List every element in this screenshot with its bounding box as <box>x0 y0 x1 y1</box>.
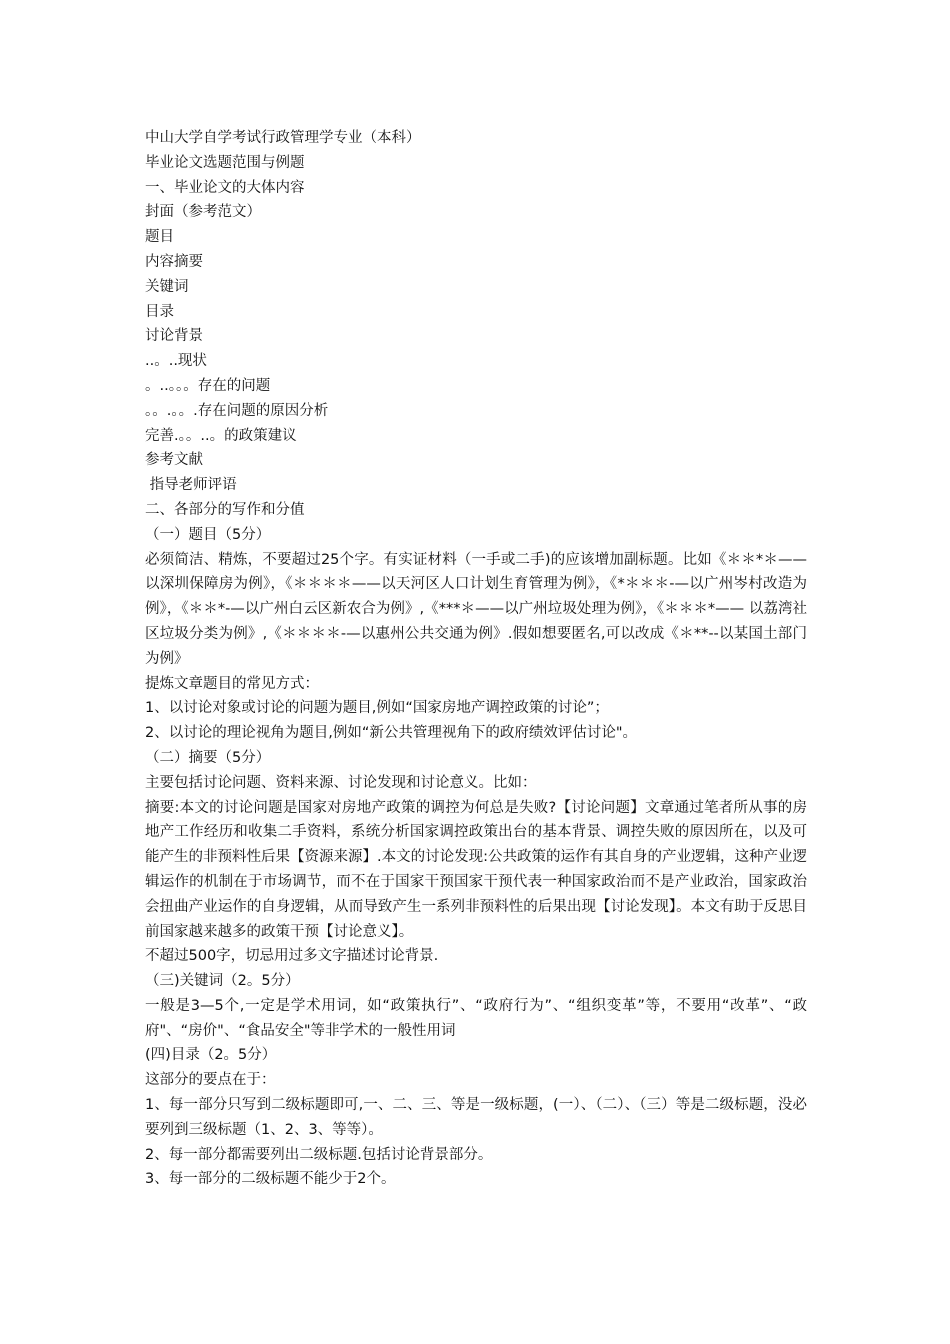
title-requirements-paragraph: 必须简洁、精炼，不要超过25个字。有实证材料（一手或二手)的应该增加副标题。比如《＊＊*＊——以深圳保障房为例》，《＊＊＊＊——以天河区人口计划生育管理为例》，《*＊＊＊-—以广州岑村改造为例》，《＊＊*-—以广州白云区新农合为例》,《***＊——以广州垃圾处理为例》，《＊＊＊*—— 以荔湾社区垃圾分类为例》,《＊＊＊＊-—以惠州公共交通为例》.假如想要匿名,可以改成《＊**--以某国土部门为例》 <box>145 551 807 667</box>
paragraph-line: 1、以讨论对象或讨论的问题为题目,例如“国家房地产调控政策的讨论”； <box>145 700 609 717</box>
outline-item: 完善.。。..。的政策建议 <box>145 427 297 444</box>
subsection-heading-keywords: （三)关键词（2。5分） <box>145 973 300 990</box>
outline-item: ..。..现状 <box>145 353 207 370</box>
paragraph-line: 主要包括讨论问题、资料来源、讨论发现和讨论意义。比如： <box>145 774 537 791</box>
outline-item: 目录 <box>145 303 174 320</box>
section-heading-2: 二、各部分的写作和分值 <box>145 501 305 518</box>
subsection-heading-abstract: （二）摘要（5分） <box>145 749 271 766</box>
doc-title: 中山大学自学考试行政管理学专业（本科） <box>145 130 421 146</box>
toc-rule-1-paragraph: 1、每一部分只写到二级标题即可,一、二、三、等是一级标题，(一）、（二）、（三）等是二级标题，没必要列到三级标题（1、2、3、等等）。 <box>145 1097 807 1138</box>
subsection-heading-toc: (四)目录（2。5分） <box>145 1047 277 1064</box>
outline-item: 指导老师评语 <box>145 477 237 494</box>
section-heading-1: 一、毕业论文的大体内容 <box>145 179 305 196</box>
keywords-paragraph: 一般是3—5个,一定是学术用词，如“政策执行”、“政府行为”、“组织变革”等，不要用“改革”、“政府"、“房价"、“食品安全"等非学术的一般性用词 <box>145 997 807 1039</box>
outline-item: 。..。。。存在的问题 <box>145 377 271 394</box>
document-body <box>145 126 807 1192</box>
abstract-example-paragraph: 摘要:本文的讨论问题是国家对房地产政策的调控为何总是失败?【讨论问题】文章通过笔者所从事的房地产工作经历和收集二手资料，系统分析国家调控政策出台的基本背景、调控失败的原因所在，以及可能产生的非预料性后果【资源来源】.本文的讨论发现:公共政策的运作有其自身的产业逻辑，这种产业逻辑运作的机制在于市场调节，而不在于国家干预国家干预代表一种国家政治而不是产业政治，国家政治会扭曲产业运作的自身逻辑，从而导致产生一系列非预料性的后果出现【讨论发现】。本文有助于反思目前国家越来越多的政策干预【讨论意义】。 <box>145 799 807 940</box>
subsection-heading-title: （一）题目（5分） <box>145 526 271 543</box>
outline-item: 讨论背景 <box>145 328 203 345</box>
outline-item: 关键词 <box>145 278 189 295</box>
paragraph-line: 2、以讨论的理论视角为题目,例如“新公共管理视角下的政府绩效评估讨论"。 <box>145 725 638 742</box>
paragraph-line: 这部分的要点在于： <box>145 1072 276 1089</box>
outline-item: 封面（参考范文） <box>145 204 261 221</box>
doc-subtitle: 毕业论文选题范围与例题 <box>145 154 305 171</box>
outline-item: 内容摘要 <box>145 253 203 270</box>
outline-item: 参考文献 <box>145 452 203 469</box>
outline-item: 。。.。。.存在问题的原因分析 <box>145 402 329 419</box>
outline-item: 题目 <box>145 229 174 246</box>
paragraph-line: 提炼文章题目的常见方式： <box>145 675 319 692</box>
paragraph-line: 3、每一部分的二级标题不能少于2个。 <box>145 1171 396 1188</box>
paragraph-line: 不超过500字，切忌用过多文字描述讨论背景. <box>145 948 439 965</box>
paragraph-line: 2、每一部分都需要列出二级标题.包括讨论背景部分。 <box>145 1146 493 1163</box>
